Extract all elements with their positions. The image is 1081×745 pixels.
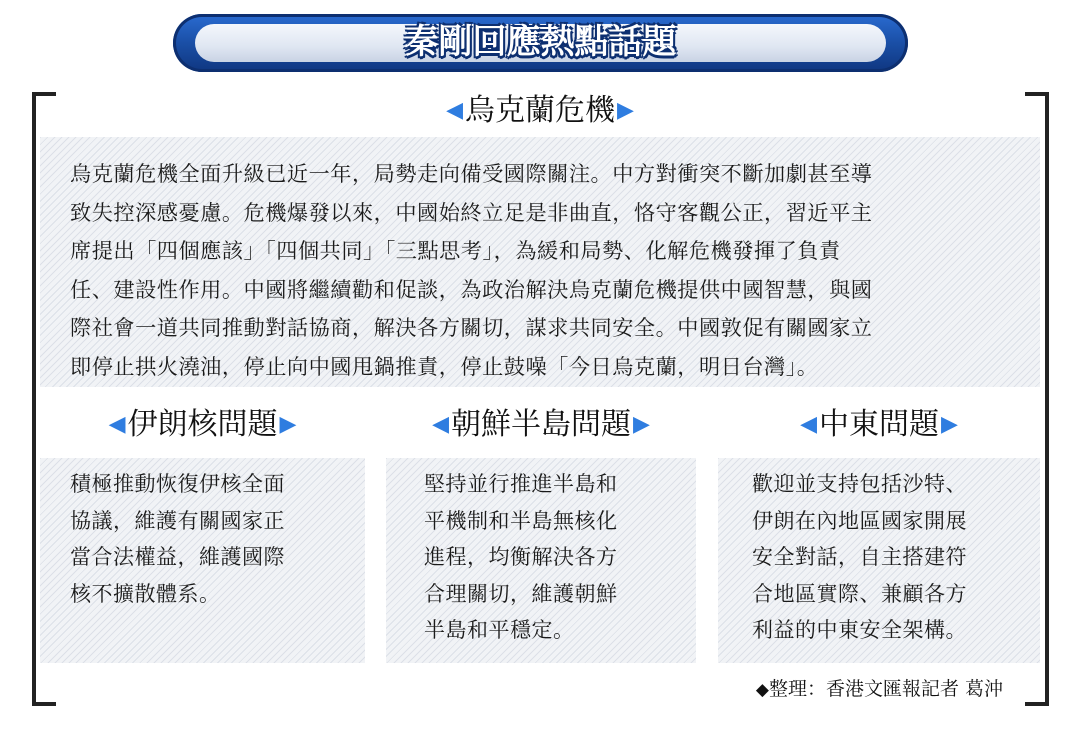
triangle-left-icon: ◀ bbox=[446, 98, 463, 123]
triangle-right-icon: ▶ bbox=[941, 412, 958, 437]
ukraine-body: 烏克蘭危機全面升級已近一年，局勢走向備受國際關注。中方對衝突不斷加劇甚至導 致失控深感憂慮。危機爆發以來，中國始終立足是非曲直，恪守客觀公正，習近平主 席提出「四個應該」「四個共同」「三點思考」，為緩和局勢、化解危機發揮了負責 任、建設性作用。中國將繼續勸和促談，為政治解決烏克蘭危機提供中國智慧，與國 際社會一道共同推動對話協商，解決各方關切，謀求共同安全。中國敦促有關國家立 即停止拱火澆油，停止向中國甩鍋推責，停止鼓噪「今日烏克蘭，明日台灣」。 bbox=[70, 161, 873, 379]
iran-heading-label: 伊朗核問題 bbox=[127, 407, 278, 442]
middle-east-body: 歡迎並支持包括沙特、 伊朗在內地區國家開展 安全對話，自主搭建符 合地區實際、兼顧各方 利益的中東安全架構。 bbox=[752, 472, 967, 643]
page-title: 秦剛回應熱點話題 bbox=[404, 22, 677, 62]
triangle-right-icon: ▶ bbox=[279, 412, 297, 437]
korea-heading bbox=[386, 405, 696, 445]
middle-east-heading-label: 中東問題 bbox=[819, 407, 939, 442]
triangle-left-icon: ◀ bbox=[800, 412, 817, 437]
title-banner bbox=[173, 14, 908, 72]
iran-body: 積極推動恢復伊核全面 協議，維護有關國家正 當合法權益，維護國際 核不擴散體系。 bbox=[70, 472, 285, 606]
ukraine-heading bbox=[340, 91, 740, 131]
korea-panel bbox=[386, 458, 696, 663]
triangle-left-icon: ◀ bbox=[108, 412, 126, 437]
middle-east-panel bbox=[718, 458, 1040, 663]
ukraine-panel bbox=[40, 137, 1040, 387]
triangle-left-icon: ◀ bbox=[432, 412, 449, 437]
credit-line bbox=[756, 676, 1003, 703]
credit-text: 整理：香港文匯報記者 葛沖 bbox=[768, 678, 1003, 700]
diamond-icon: ◆ bbox=[755, 680, 769, 700]
korea-body: 堅持並行推進半島和 平機制和半島無核化 進程，均衡解決各方 合理關切，維護朝鮮 半島和平穩定。 bbox=[424, 472, 618, 643]
iran-panel bbox=[40, 458, 365, 663]
triangle-right-icon: ▶ bbox=[617, 98, 634, 123]
triangle-right-icon: ▶ bbox=[633, 412, 650, 437]
korea-heading-label: 朝鮮半島問題 bbox=[451, 407, 631, 442]
middle-east-heading bbox=[718, 405, 1040, 445]
iran-heading bbox=[40, 405, 365, 445]
ukraine-heading-label: 烏克蘭危機 bbox=[465, 93, 615, 128]
